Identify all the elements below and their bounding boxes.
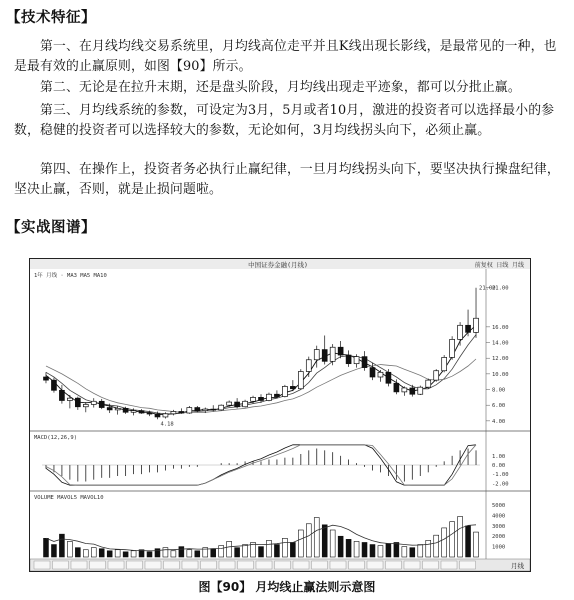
volume-bar [426,540,431,557]
candle-up [450,339,455,357]
candle-up [187,408,192,413]
candle-down [211,409,216,410]
volume-bar [51,545,56,557]
candle-up [442,357,447,370]
candle-up [354,357,359,364]
candle-down [338,347,343,355]
candle-down [147,413,152,414]
chart-period-tab[interactable]: 月线 [511,562,524,570]
candle-up [227,402,232,405]
candle-down [346,355,351,364]
candle-down [75,398,80,407]
candle-down [370,368,375,377]
candle-up [171,411,176,413]
candle-down [466,325,471,332]
price-axis-label: 16.00 [492,324,509,331]
volume-axis-label: 4000 [492,513,506,520]
chart-tab-cell[interactable] [275,561,291,569]
volume-axis-label: 1000 [492,544,506,551]
volume-bar [131,551,136,557]
price-axis-label: 12.00 [492,356,509,363]
volume-bar [394,542,399,557]
chart-tab-cell[interactable] [182,561,198,569]
candle-up [131,411,136,413]
volume-bar [67,541,72,557]
chart-tab-cell[interactable] [238,561,254,569]
volume-bar [362,542,367,557]
candle-down [123,408,128,412]
volume-bar [44,538,49,557]
macd-axis-label: 1.00 [492,453,506,460]
candle-up [203,409,208,411]
candle-down [59,390,64,400]
candle-down [259,397,264,400]
volume-axis-label: 2000 [492,534,506,541]
volume-bar [402,547,407,557]
chart-tab-cell[interactable] [460,561,476,569]
candle-up [83,404,88,406]
candle-up [434,371,439,380]
candle-up [219,405,224,410]
price-axis-label: 6.00 [492,403,506,410]
candle-up [115,408,120,410]
macd-axis-label: -1.00 [492,472,509,479]
candle-down [274,394,279,396]
volume-axis-label: 5000 [492,503,506,510]
low-price-label: 4.18 [160,421,174,428]
volume-bar [450,522,455,557]
volume-bar [346,539,351,557]
candle-up [266,394,271,400]
stock-chart-figure [29,258,531,572]
volume-bar [227,541,232,557]
chart-tab-cell[interactable] [423,561,439,569]
chart-tab-cell[interactable] [127,561,143,569]
heading-technical-features: 【技术特征】 [6,10,96,26]
volume-bar [290,542,295,557]
candle-up [402,388,407,392]
candle-down [51,380,56,390]
chart-tab-cell[interactable] [145,561,161,569]
chart-tab-cell[interactable] [90,561,106,569]
candle-up [67,398,72,400]
chart-tab-cell[interactable] [330,561,346,569]
volume-bar [123,552,128,557]
price-axis-label: 8.00 [492,387,506,394]
paragraph-2: 第二、无论是在拉升末期，还是盘头阶段，月均线出现走平迹象，都可以分批止赢。 [40,80,521,95]
chart-tab-cell[interactable] [256,561,272,569]
volume-bar [338,536,343,557]
volume-bar [386,544,391,558]
chart-tab-cell[interactable] [441,561,457,569]
volume-bar [211,549,216,557]
chart-title: 中国证券金融(月线) [248,261,308,269]
candle-up [474,318,479,332]
volume-bar [59,534,64,557]
volume-bar [298,530,303,557]
candle-up [418,387,423,394]
candle-down [44,377,49,380]
candlesticks [44,288,479,420]
price-info-line: 1年 月线 · MA3 MA5 MA10 [34,273,107,279]
volume-axis-label: 3000 [492,523,506,530]
candle-down [107,408,112,410]
volume-bar [107,551,112,557]
candle-down [362,357,367,368]
volume-bar [171,551,176,557]
volume-axis [492,503,505,551]
paragraph-4: 第四、在操作上，投资者务必执行止赢纪律，一旦月均线拐头向下，要坚决执行操盘纪律，坚决止赢，否则，就是止损问题啦。 [14,162,560,197]
candle-down [410,388,415,394]
stock-chart-svg [30,259,530,571]
volume-bar [99,549,104,557]
volume-info-line: VOLUME MAVOL5 MAVOL10 [34,495,104,501]
volume-bar [179,547,184,557]
chart-tab-cell[interactable] [219,561,235,569]
chart-tab-cell[interactable] [349,561,365,569]
volume-bar [115,550,120,557]
volume-bar [434,535,439,557]
volume-bar [155,549,160,557]
volume-bar [410,548,415,557]
candle-down [394,383,399,392]
candle-up [306,360,311,372]
macd-info-line: MACD(12,26,9) [34,435,78,441]
candle-up [330,347,335,361]
candle-down [155,414,160,417]
price-axis-label: 10.00 [492,371,509,378]
volume-bars [44,517,479,558]
chart-tab-cell[interactable] [201,561,217,569]
chart-tab-cell[interactable] [386,561,402,569]
candle-down [322,350,327,362]
chart-tab-cell[interactable] [71,561,87,569]
macd-axis [42,454,509,488]
volume-bar [306,524,311,557]
volume-bar [370,545,375,557]
chart-tab-cell[interactable] [164,561,180,569]
chart-tab-cell[interactable] [367,561,383,569]
macd-axis-label: -2.00 [492,481,509,488]
high-price-label: 21.00 [479,285,496,292]
price-axis-label: 14.00 [492,340,509,347]
volume-bar [75,548,80,557]
candle-up [243,401,248,406]
volume-bar [314,518,319,557]
candle-down [99,401,104,407]
candle-up [426,380,431,387]
volume-bar [219,546,224,557]
macd-axis-label: 0.00 [492,463,506,469]
volume-bar [458,517,463,558]
volume-bar [282,538,287,557]
figure-caption: 图【90】 月均线止赢法则示意图 [198,580,376,594]
volume-bar [147,552,152,557]
volume-bar [163,548,168,557]
volume-bar [474,532,479,557]
chart-tab-cell[interactable] [34,561,50,569]
candle-down [235,402,240,407]
volume-bar [466,526,471,557]
volume-bar [418,545,423,557]
volume-bar [243,545,248,557]
volume-bar [259,547,264,557]
chart-tab-cell[interactable] [53,561,69,569]
price-axis-label: 21.00 [492,285,509,292]
candle-up [378,372,383,377]
candle-up [163,414,168,417]
candle-down [386,372,391,383]
chart-top-right-label: 前复权 日线 月线 [474,262,524,269]
volume-bar [354,541,359,557]
price-axis [486,286,509,425]
candle-up [91,401,96,404]
volume-bar [187,550,192,557]
chart-tab-cell[interactable] [108,561,124,569]
chart-tab-cell[interactable] [312,561,328,569]
candle-down [290,386,295,388]
chart-tab-cell[interactable] [404,561,420,569]
candle-up [282,386,287,396]
volume-bar [442,528,447,557]
candle-down [195,408,200,411]
volume-bar [322,525,327,557]
volume-bar [330,530,335,557]
candle-up [298,372,303,389]
candle-down [139,411,144,413]
chart-tab-cell[interactable] [293,561,309,569]
paragraph-3: 第三、月均线系统的参数，可设定为3月，5月或者10月，激进的投资者可以选择最小的参数，稳健的投资者可以选择较大的参数，无论如何，3月均线拐头向下，必须止赢。 [14,103,555,138]
paragraph-1: 第一、在月线均线交易系统里，月均线高位走平并且K线出现长影线，是最常见的一种，也是最有效的止赢原则，如图【90】所示。 [14,39,557,74]
volume-bar [83,550,88,557]
volume-bar [235,548,240,557]
volume-bar [195,551,200,557]
candle-up [314,350,319,360]
volume-bar [91,548,96,557]
volume-bar [266,540,271,557]
volume-bar [378,546,383,557]
volume-bar [274,545,279,557]
heading-practical-chart: 【实战图谱】 [6,220,96,236]
candle-down [179,411,184,413]
candle-up [458,325,463,339]
candle-up [251,397,256,401]
price-axis-label: 4.00 [492,418,506,425]
